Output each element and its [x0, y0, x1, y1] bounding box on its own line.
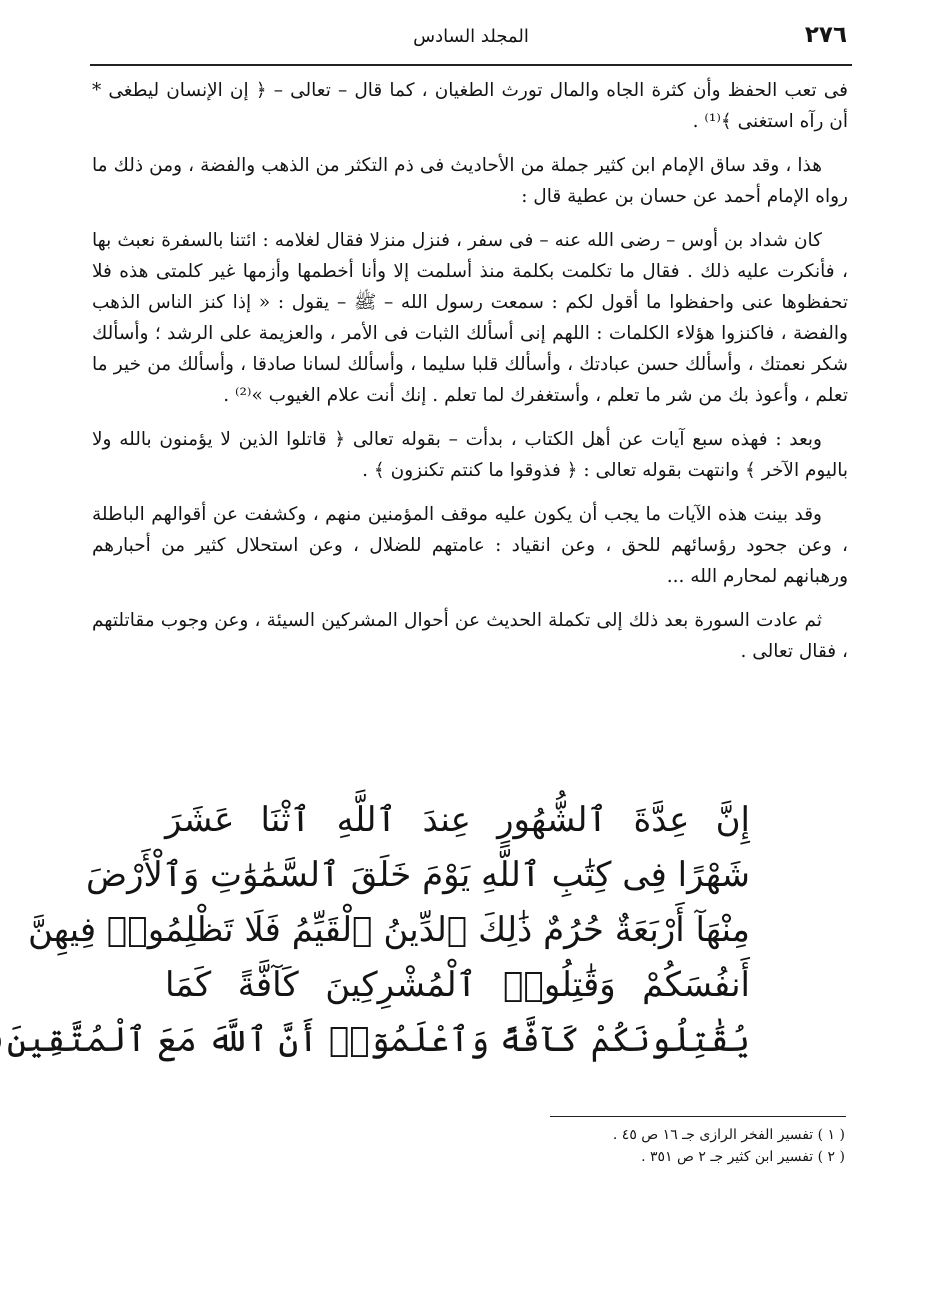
footnote: ( ١ ) تفسير الفخر الرازى جـ ١٦ ص ٤٥ .: [612, 1127, 845, 1143]
paragraph: وقد بينت هذه الآيات ما يجب أن يكون عليه موقف المؤمنين منهم ، وكشفت عن أقوالهم الباطلة ، وعن جحود رؤسائهم للحق ، وعن انقياد : عامتهم للضلال ، وعن استحلال كثير من أحبارهم ورهبانهم لمحارم الله ...: [92, 504, 848, 587]
paragraph: كان شداد بن أوس – رضى الله عنه – فى سفر ، فنزل منزلا فقال لغلامه : ائتنا بالسفرة نعبث بها ، فأنكرت عليه ذلك . فقال ما تكلمت بكلمة منذ أسلمت إلا وأنا أخطمها وأزمها غير كلمتى هذه فلا تحفظوها عنى واحفظوا ما أقول لكم : سمعت رسول الله – ﷺ – يقول : « إذا كنز الناس الذهب والفضة ، فاكنزوا هؤلاء الكلمات : اللهم إنى أسألك الثبات فى الأمر ، والعزيمة على الرشد ؛ وأسألك شكر نعمتك ، وأسألك حسن عبادتك ، وأسألك قلبا سليما ، وأسألك لسانا صادقا ، وأسألك من خير ما تعلم ، وأعوذ بك من شر ما تعلم ، وأستغفرك لما تعلم . إنك أنت علام الغيوب »⁽²⁾ .: [92, 230, 848, 406]
verse-line-last: [6, 1013, 750, 1068]
paragraph: هذا ، وقد ساق الإمام ابن كثير جملة من الأحاديث فى ذم التكثر من الذهب والفضة ، ومن ذلك ما رواه الإمام أحمد عن حسان بن عطية قال :: [92, 155, 848, 207]
paragraph: فى تعب الحفظ وأن كثرة الجاه والمال تورث الطغيان ، كما قال – تعالى – ﴿ إن الإنسان ليطغى * أن رآه استغنى ﴾⁽¹⁾ .: [92, 80, 848, 132]
verse-line: أَنفُسَكُمْ وَقَٰتِلُوا۟ ٱلْمُشْرِكِينَ كَآفَّةً كَمَا: [165, 965, 750, 1005]
ayah-number-marker: [0, 1025, 1, 1059]
page-number: ٢٧٦: [804, 22, 847, 48]
footnote: ( ٢ ) تفسير ابن كثير جـ ٢ ص ٣٥١ .: [641, 1149, 845, 1165]
quran-verse-block: [6, 793, 750, 1068]
verse-line: إِنَّ عِدَّةَ ٱلشُّهُورِ عِندَ ٱللَّهِ ٱثْنَا عَشَرَ: [165, 800, 750, 840]
paragraph: وبعد : فهذه سبع آيات عن أهل الكتاب ، بدأت – بقوله تعالى ﴿ قاتلوا الذين لا يؤمنون بالله ولا باليوم الآخر ﴾ وانتهت بقوله تعالى : ﴿ فذوقوا ما كنتم تكنزون ﴾ .: [92, 429, 848, 481]
running-title: المجلد السادس: [413, 26, 529, 47]
verse-line-text: يُقَٰتِلُونَكُمْ كَآفَّةً وَٱعْلَمُوٓا۟ أَنَّ ٱللَّهَ مَعَ ٱلْمُتَّقِينَ: [6, 1020, 750, 1060]
page-header: [95, 22, 847, 60]
footnote-rule: [550, 1116, 846, 1117]
paragraph: ثم عادت السورة بعد ذلك إلى تكملة الحديث عن أحوال المشركين السيئة ، وعن وجوب مقاتلتهم ، فقال تعالى .: [92, 610, 848, 662]
footnotes: [440, 1124, 845, 1168]
body-text: [92, 75, 848, 680]
header-rule: [90, 64, 852, 66]
verse-line: مِنْهَآ أَرْبَعَةٌ حُرُمٌ ذَٰلِكَ ٱلدِّينُ ٱلْقَيِّمُ فَلَا تَظْلِمُوا۟ فِيهِنَّ: [28, 910, 750, 950]
verse-line: شَهْرًا فِى كِتَٰبِ ٱللَّهِ يَوْمَ خَلَقَ ٱلسَّمَٰوَٰتِ وَٱلْأَرْضَ: [85, 855, 750, 895]
